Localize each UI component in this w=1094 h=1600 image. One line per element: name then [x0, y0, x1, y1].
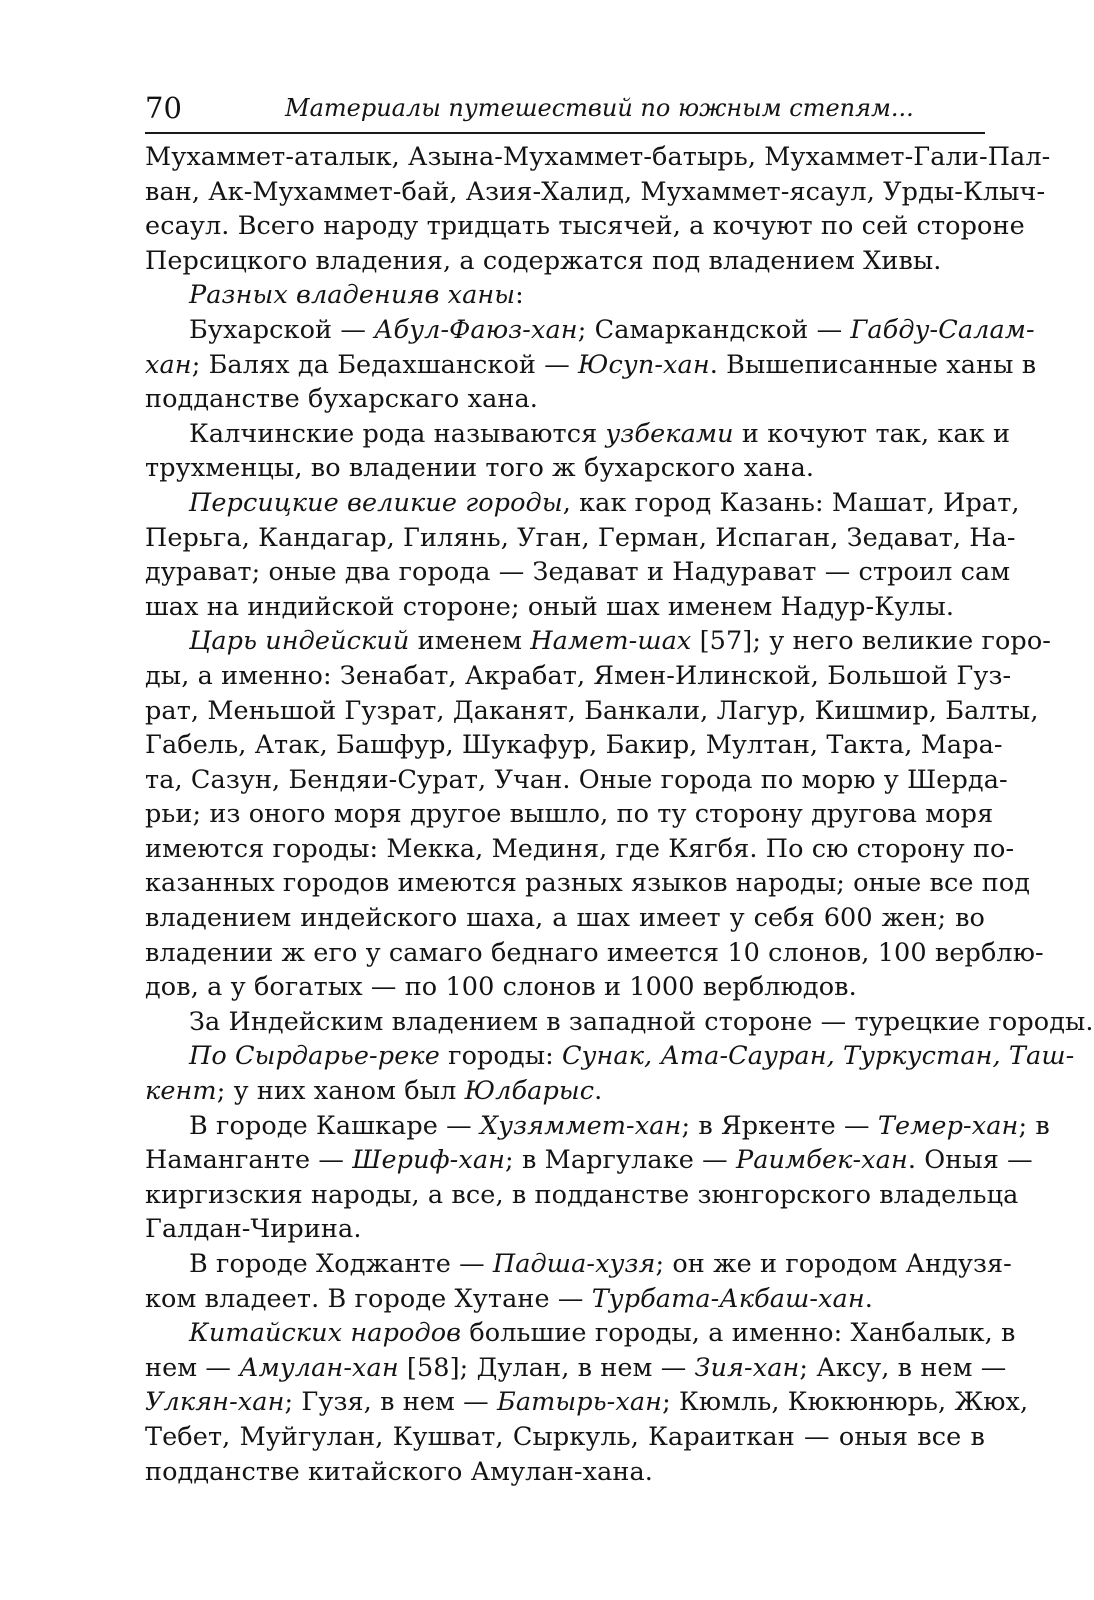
- italic-run: Персицкие великие городы: [189, 487, 563, 518]
- italic-run: узбеками: [605, 418, 734, 449]
- italic-run: Разных владенияв ханы: [189, 280, 516, 311]
- text-run: ; Самаркандской —: [577, 314, 851, 345]
- text-line: [145, 797, 994, 832]
- text-line: [145, 970, 985, 1005]
- text-run: .: [864, 1283, 873, 1314]
- text-line: [145, 1178, 1019, 1213]
- text-run: владением индейского шаха, а шах имеет у себя 600 жен; во: [145, 903, 985, 934]
- text-line: [145, 313, 1035, 348]
- italic-run: Батырь-хан: [496, 1387, 663, 1418]
- text-line: [145, 417, 1011, 452]
- text-line: [145, 140, 1051, 175]
- italic-run: Габду-Салам-: [850, 314, 1035, 345]
- italic-run: Амулан-хан: [239, 1352, 399, 1383]
- text-line: [145, 1247, 1012, 1282]
- text-run: [58]; Дулан, в нем —: [398, 1352, 695, 1383]
- italic-run: Турбата-Акбаш-хан: [591, 1283, 865, 1314]
- text-line: [145, 1455, 985, 1490]
- text-run: большие городы, а именно: Ханбалык, в: [461, 1318, 1016, 1349]
- text-run: есаул. Всего народу тридцать тысячей, а кочуют по сей стороне: [145, 211, 1025, 242]
- text-run: В городе Кашкаре —: [189, 1110, 480, 1141]
- text-run: казанных городов имеются разных языков народы; оные все под: [145, 868, 1031, 899]
- italic-run: Темер-хан: [877, 1110, 1019, 1141]
- text-line: [145, 936, 1044, 971]
- text-line: [145, 555, 1011, 590]
- paragraph: [145, 1316, 1029, 1489]
- paragraph: [145, 278, 985, 313]
- text-line: [145, 1212, 985, 1247]
- paragraph: [145, 624, 1052, 1005]
- text-run: Галдан-Чирина.: [145, 1214, 362, 1245]
- text-run: Наманганте —: [145, 1145, 353, 1176]
- text-run: ; в Маргулаке —: [505, 1145, 736, 1176]
- paragraph: [145, 486, 1020, 624]
- text-line: [145, 659, 1012, 694]
- text-run: подданстве китайского Амулан-хана.: [145, 1456, 653, 1487]
- text-line: [145, 901, 985, 936]
- italic-run: Китайских народов: [189, 1318, 462, 1349]
- text-run: шах на индийской стороне; оный шах именем Надур-Кулы.: [145, 591, 955, 622]
- page-header: [145, 88, 985, 134]
- running-title: Материалы путешествий по южным степям...: [285, 94, 914, 122]
- text-line: [145, 348, 1037, 383]
- text-line: [145, 209, 1025, 244]
- text-run: городы:: [439, 1041, 563, 1072]
- italic-run: Намет-шах: [530, 626, 692, 657]
- text-run: За Индейским владением в западной стороне — турецкие городы.: [189, 1006, 1094, 1037]
- book-page: [145, 88, 1094, 1489]
- paragraph: [145, 1039, 1075, 1108]
- text-run: дурават; оные два города — Зедават и Надурават — строил сам: [145, 557, 1011, 588]
- italic-run: Сунак, Ата-Сауран, Туркустан, Таш-: [562, 1041, 1075, 1072]
- text-run: ; Кюмль, Кюкюнюрь, Жюх,: [662, 1387, 1029, 1418]
- text-line: [145, 451, 985, 486]
- paragraph: [145, 1109, 1050, 1247]
- text-run: имеются городы: Мекка, Мединя, где Кягбя. По сю сторону по-: [145, 833, 1015, 864]
- body-text: [145, 140, 1094, 1489]
- text-line: [145, 1143, 1033, 1178]
- text-line: [145, 728, 1003, 763]
- text-run: Персицкого владения, а содержатся под владением Хивы.: [145, 245, 942, 276]
- italic-run: Абул-Фаюз-хан: [374, 314, 578, 345]
- text-line: [145, 832, 1015, 867]
- paragraph: [145, 417, 1011, 486]
- text-run: :: [515, 280, 524, 311]
- italic-run: Зия-хан: [694, 1352, 800, 1383]
- text-line: [145, 175, 1046, 210]
- text-run: рат, Меньшой Гузрат, Даканят, Банкали, Лагур, Кишмир, Балты,: [145, 695, 1039, 726]
- text-run: ды, а именно: Зенабат, Акрабат, Ямен-Илинской, Большой Гуз-: [145, 660, 1012, 691]
- text-run: Бухарской —: [189, 314, 375, 345]
- text-run: Габель, Атак, Башфур, Шукафур, Бакир, Мултан, Такта, Мара-: [145, 730, 1003, 761]
- text-line: [145, 763, 1008, 798]
- italic-run: хан: [145, 349, 192, 380]
- text-run: ; Балях да Бедахшанской —: [191, 349, 579, 380]
- text-line: [145, 1109, 1050, 1144]
- text-line: [145, 382, 985, 417]
- text-run: трухменцы, во владении того ж бухарского хана.: [145, 453, 815, 484]
- italic-run: кент: [145, 1076, 217, 1107]
- text-run: Тебет, Муйгулан, Кушват, Сыркуль, Караиткан — оныя все в: [145, 1421, 985, 1452]
- text-line: [145, 244, 985, 279]
- italic-run: Царь индейский: [189, 626, 410, 657]
- text-run: . Оныя —: [907, 1145, 1033, 1176]
- italic-run: Падша-хузя: [492, 1249, 656, 1279]
- italic-run: Хузяммет-хан: [479, 1110, 682, 1141]
- page-number: 70: [145, 91, 182, 125]
- text-run: владении ж его у самаго беднаго имеется 10 слонов, 100 верблю-: [145, 937, 1044, 968]
- text-run: Перьга, Кандагар, Гилянь, Уган, Герман, Испаган, Зедават, На-: [145, 522, 1016, 553]
- text-run: [57]; у него великие горо-: [691, 626, 1052, 657]
- text-line: [145, 521, 1016, 556]
- text-line: [145, 1316, 1016, 1351]
- italic-run: Шериф-хан: [352, 1145, 506, 1176]
- text-run: и кочуют так, как и: [733, 418, 1011, 449]
- text-line: [145, 624, 1052, 659]
- text-run: .: [594, 1076, 603, 1107]
- italic-run: Юлбарыс: [464, 1076, 595, 1107]
- text-run: ; Гузя, в нем —: [284, 1387, 497, 1418]
- text-run: именем: [409, 626, 531, 657]
- text-run: подданстве бухарскаго хана.: [145, 384, 538, 415]
- text-run: нем —: [145, 1352, 240, 1383]
- text-line: [145, 1385, 1029, 1420]
- text-line: [145, 1039, 1075, 1074]
- paragraph: [145, 313, 1037, 417]
- text-line: [145, 1351, 1007, 1386]
- text-run: , как город Казань: Машат, Ират,: [562, 487, 1020, 518]
- text-line: [145, 1005, 1094, 1040]
- text-run: ван, Ак-Мухаммет-бай, Азия-Халид, Мухаммет-ясаул, Урды-Клыч-: [145, 176, 1046, 207]
- text-run: ; Аксу, в нем —: [799, 1352, 1007, 1383]
- text-line: [145, 486, 1020, 521]
- text-run: ; он же и городом Андузя-: [655, 1249, 1012, 1279]
- italic-run: Юсуп-хан: [578, 349, 710, 380]
- text-line: [145, 278, 985, 313]
- text-run: . Вышеписанные ханы в: [709, 349, 1037, 380]
- text-line: [145, 1074, 985, 1109]
- text-run: В городе Ходжанте —: [189, 1249, 493, 1279]
- paragraph: [145, 1005, 1094, 1040]
- text-line: [145, 1282, 985, 1317]
- paragraph: [145, 140, 1051, 278]
- text-run: Мухаммет-аталык, Азына-Мухаммет-батырь, Мухаммет-Гали-Пал-: [145, 142, 1051, 172]
- text-run: та, Сазун, Бендяи-Сурат, Учан. Оные города по морю у Шерда-: [145, 764, 1008, 795]
- text-run: дов, а у богатых — по 100 слонов и 1000 верблюдов.: [145, 972, 857, 1003]
- text-line: [145, 694, 1039, 729]
- text-line: [145, 1420, 985, 1455]
- text-run: ком владеет. В городе Хутане —: [145, 1283, 592, 1314]
- italic-run: Раимбек-хан: [735, 1145, 908, 1176]
- text-run: рьи; из оного моря другое вышло, по ту сторону другова моря: [145, 799, 994, 830]
- paragraph: [145, 1247, 1012, 1316]
- text-run: ; у них ханом был: [216, 1076, 465, 1107]
- text-run: ; в Яркенте —: [681, 1110, 878, 1141]
- text-run: Калчинские рода называются: [189, 418, 606, 449]
- text-line: [145, 866, 1031, 901]
- italic-run: По Сырдарье-реке: [189, 1041, 440, 1072]
- text-run: киргизския народы, а все, в подданстве зюнгорского владельца: [145, 1179, 1019, 1210]
- text-run: ; в: [1018, 1110, 1050, 1141]
- italic-run: Улкян-хан: [145, 1387, 285, 1418]
- text-line: [145, 590, 985, 625]
